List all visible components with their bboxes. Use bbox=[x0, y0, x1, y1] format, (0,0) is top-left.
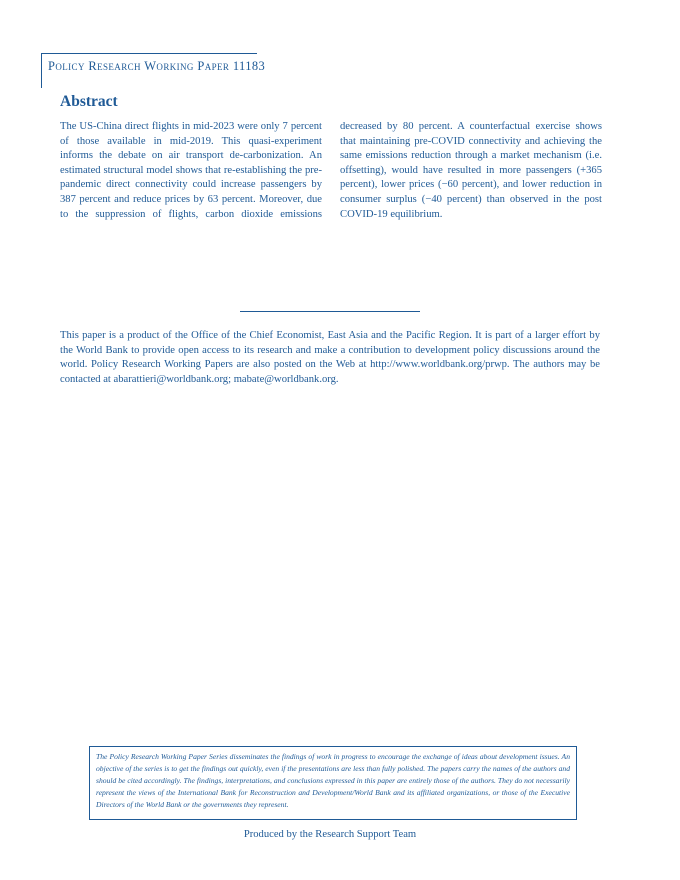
abstract-body: The US-China direct flights in mid-2023 were only 7 percent of those available in mid-2019. This quasi-experiment informs the debate on air transport de-carbonization. An estimated structural model shows that re-establishing the pre-pandemic direct connectivity could increase passengers by 387 percent and reduce prices by 63 percent. Moreover, due to the suppression of flights, carbon dioxide emissions decreased by 80 percent. A counterfactual exercise shows that maintaining pre-COVID connectivity and achieving the same emissions reduction through a market mechanism (i.e. offsetting), would have resulted in more passengers (+365 percent), lower prices (−60 percent), and lower reduction in consumer surplus (−40 percent) than observed in the post COVID-19 equilibrium. bbox=[60, 121, 602, 220]
disclaimer-text: The Policy Research Working Paper Series disseminates the findings of work in progress to encourage the exchange of ideas about development issues. An objective of the series is to get the findings out quickly, even if the presentations are less than fully polished. The papers carry the names of the authors and should be cited accordingly. The findings, interpretations, and conclusions expressed in this paper are entirely those of the authors. They do not necessarily represent the views of the International Bank for Reconstruction and Development/World Bank and its affiliated organizations, or those of the Executive Directors of the World Bank or the governments they represent. bbox=[96, 752, 570, 809]
section-divider bbox=[240, 311, 420, 312]
series-header-box bbox=[41, 53, 266, 88]
produced-by-note: Produced by the Research Support Team bbox=[243, 829, 417, 840]
series-title: Policy Research Working Paper 11183 bbox=[48, 59, 266, 73]
about-paragraph: This paper is a product of the Office of the Chief Economist, East Asia and the Pacific Region. It is part of a larger effort by the World Bank to provide open access to its research and make a contribution to development policy discussions around the world. Policy Research Working Papers are also posted on the Web at http://www.worldbank.org/prwp. The authors may be contacted at abarattieri@worldbank.org; mabate@worldbank.org. bbox=[60, 330, 600, 385]
disclaimer-box bbox=[89, 746, 577, 820]
abstract-heading: Abstract bbox=[60, 93, 118, 110]
